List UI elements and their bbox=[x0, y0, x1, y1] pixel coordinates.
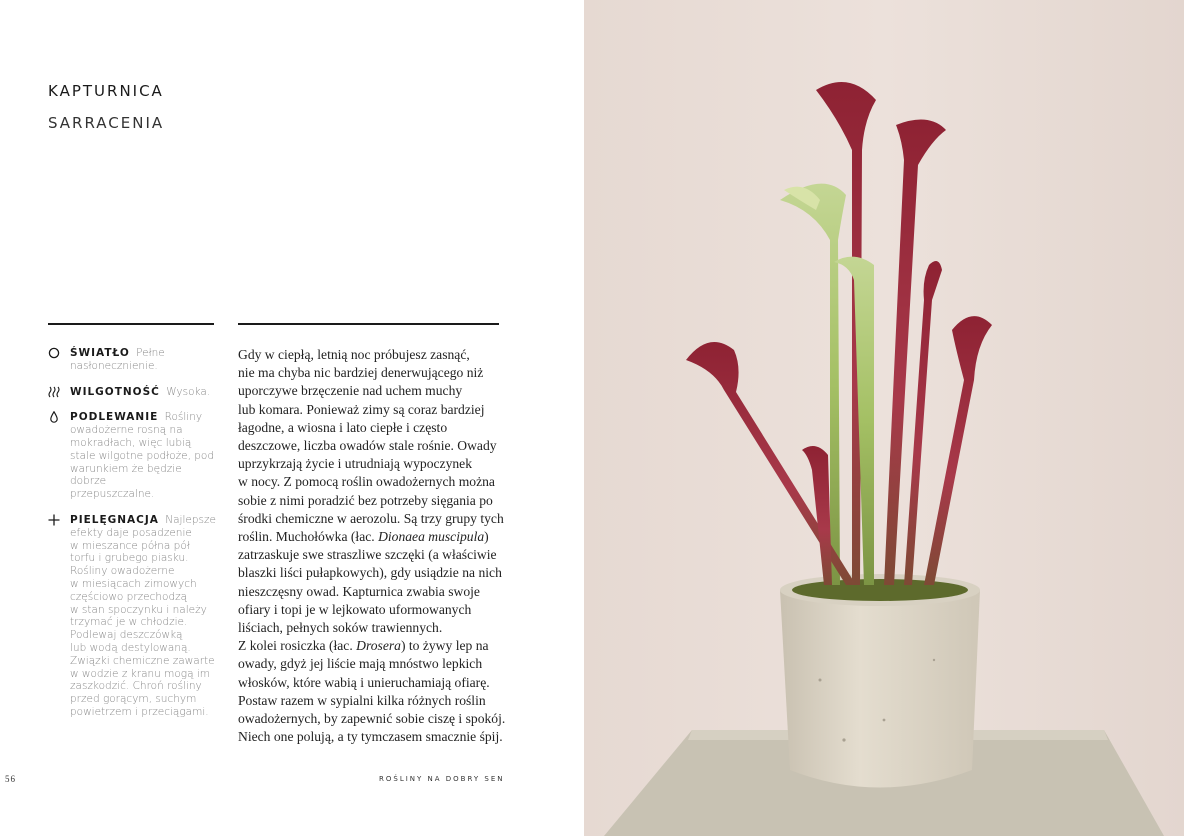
running-head: ROŚLINY NA DOBRY SEN bbox=[379, 775, 505, 783]
body-line-part: ) to żywy lep na bbox=[400, 638, 489, 654]
care-item-light bbox=[48, 347, 218, 373]
body-line: Gdy w ciepłą, letnią noc próbujesz zasnąć, bbox=[238, 347, 470, 362]
body-line: lub komara. Ponieważ zimy są coraz bardziej bbox=[238, 401, 485, 417]
body-text bbox=[238, 346, 513, 746]
care-line: Rośliny owadożerne bbox=[70, 565, 175, 578]
care-line: częściowo przechodzą bbox=[70, 590, 188, 603]
care-line: w stan spoczynku i należy bbox=[70, 603, 207, 616]
care-line: przepuszczalne. bbox=[70, 488, 155, 501]
pot bbox=[780, 580, 980, 788]
care-item-care bbox=[48, 514, 218, 719]
body-line: liściach, pełnych soków trawiennych. bbox=[238, 620, 443, 636]
care-line: w wodzie z kranu mogą im bbox=[70, 667, 211, 680]
care-line: efekty daje posadzenie bbox=[70, 526, 192, 539]
care-line: nasłonecznienie. bbox=[70, 359, 158, 372]
humidity-waves-icon bbox=[48, 386, 60, 398]
body-line: nie ma chyba nic bardziej denerwującego niż bbox=[238, 365, 484, 381]
body-line: uporczywe brzęczenie nad uchem muchy bbox=[238, 383, 463, 399]
body-line: Niech one polują, a ty tymczasem smacznie śpij. bbox=[238, 729, 503, 745]
care-line: owadożerne rosną na bbox=[70, 424, 183, 437]
water-drop-icon bbox=[48, 411, 60, 423]
care-line: mokradłach, więc lubią bbox=[70, 436, 192, 449]
body-line bbox=[238, 637, 513, 655]
care-line: trzymać je w chłodzie. bbox=[70, 616, 188, 629]
body-line: nieszczęsny owad. Kapturnica zwabia swoje bbox=[238, 583, 480, 599]
care-list bbox=[48, 347, 218, 732]
body-line-part: Z kolei rosiczka (łac. bbox=[238, 638, 357, 654]
body-line: uprzykrzają życie i utrudniają wypoczynek bbox=[238, 456, 473, 472]
latin-term: Drosera bbox=[356, 638, 401, 654]
body-line: Postaw razem w sypialni kilka różnych roślin bbox=[238, 692, 486, 708]
page-number: 56 bbox=[5, 774, 16, 784]
care-line: w miesiącach zimowych bbox=[70, 577, 197, 590]
care-label: PIELĘGNACJA bbox=[70, 513, 159, 526]
care-line: Rośliny bbox=[164, 411, 203, 424]
body-line: owady, gdyż jej liście mają mnóstwo lepkich bbox=[238, 656, 483, 672]
care-label: WILGOTNOŚĆ bbox=[70, 385, 160, 398]
care-line: powietrzem i przeciągami. bbox=[70, 705, 209, 718]
care-item-humidity bbox=[48, 386, 218, 399]
care-item-watering bbox=[48, 411, 218, 501]
body-line: łagodne, a wiosna i lato ciepłe i często bbox=[238, 419, 448, 435]
left-page bbox=[0, 0, 584, 836]
body-divider bbox=[238, 323, 499, 325]
body-line-part: ) bbox=[484, 529, 489, 545]
care-line: Podlewaj deszczówką bbox=[70, 629, 183, 642]
body-line bbox=[238, 528, 513, 546]
latin-term: Dionaea muscipula bbox=[378, 529, 485, 545]
body-line: w nocy. Z pomocą roślin owadożernych można bbox=[238, 474, 495, 490]
body-line: zatrzaskuje swe straszliwe szczęki (a właściwie bbox=[238, 547, 497, 563]
sun-circle-icon bbox=[48, 347, 60, 359]
care-line: przed gorącym, suchym bbox=[70, 693, 197, 706]
plant-name: KAPTURNICA bbox=[48, 82, 164, 100]
care-line: Pełne bbox=[136, 347, 165, 359]
care-divider bbox=[48, 323, 214, 325]
care-line: lub wodą destylowaną. bbox=[70, 641, 191, 654]
care-label: ŚWIATŁO bbox=[70, 347, 130, 359]
care-line: Wysoka. bbox=[166, 385, 211, 398]
body-line: ofiary i topi je w lejkowato uformowanych bbox=[238, 601, 472, 617]
care-line: warunkiem że będzie dobrze bbox=[70, 462, 182, 488]
care-label: PODLEWANIE bbox=[70, 411, 159, 424]
care-line: torfu i grubego piasku. bbox=[70, 552, 189, 565]
body-line: sobie z nimi poradzić bez potrzeby sięgania po bbox=[238, 492, 493, 508]
body-line: deszczowe, liczba owadów stale rośnie. Owady bbox=[238, 438, 497, 454]
body-line: włosków, które wabią i unieruchamiają ofiarę. bbox=[238, 674, 490, 690]
care-line: w mieszance półna pół bbox=[70, 539, 190, 552]
care-line: Najlepsze bbox=[165, 513, 216, 526]
care-line: Związki chemiczne zawarte bbox=[70, 654, 215, 667]
care-line: stale wilgotne podłoże, pod bbox=[70, 449, 215, 462]
body-line: środki chemiczne w aerozolu. Są trzy grupy tych bbox=[238, 510, 504, 526]
body-line-part: roślin. Muchołówka (łac. bbox=[238, 529, 379, 545]
body-line: owadożernych, by zapewnić sobie ciszę i spokój. bbox=[238, 711, 506, 727]
body-line: blaszki liści pułapkowych), gdy usiądzie na nich bbox=[238, 565, 502, 581]
plant-photo bbox=[584, 0, 1184, 836]
plus-icon bbox=[48, 514, 60, 526]
care-line: zaszkodzić. Chroń rośliny bbox=[70, 680, 202, 693]
plant-latin-name: SARRACENIA bbox=[48, 114, 165, 132]
